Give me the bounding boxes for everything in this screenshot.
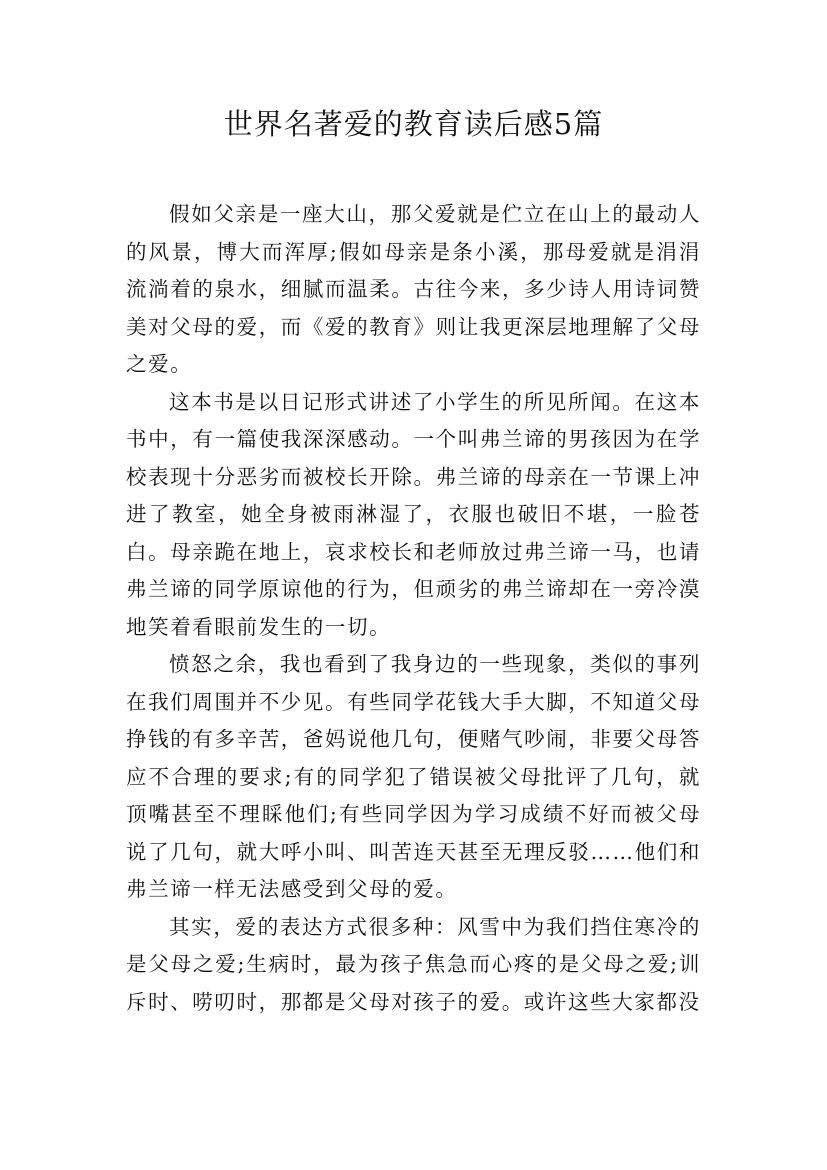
paragraph-1: 假如父亲是一座大山，那父爱就是伫立在山上的最动人的风景，博大而浑厚;假如母亲是条小溪，那母爱就是涓涓流淌着的泉水，细腻而温柔。古往今来，多少诗人用诗词赞美对父母的爱，而《爱的教育》则让我更深层地理解了父母之爱。 [126,202,701,376]
paragraph-2: 这本书是以日记形式讲述了小学生的所见所闻。在这本书中，有一篇使我深深感动。一个叫弗兰谛的男孩因为在学校表现十分恶劣而被校长开除。弗兰谛的母亲在一节课上冲进了教室，她全身被雨淋湿了，衣服也破旧不堪，一脸苍白。母亲跪在地上，哀求校长和老师放过弗兰谛一马，也请弗兰谛的同学原谅他的行为，但顽劣的弗兰谛却在一旁冷漠地笑着看眼前发生的一切。 [126,389,701,639]
document-title: 世界名著爱的教育读后感5篇 [223,107,604,141]
document-body [126,196,701,1021]
paragraph-4: 其实，爱的表达方式很多种：风雪中为我们挡住寒冷的是父母之爱;生病时，最为孩子焦急而心疼的是父母之爱;训斥时、唠叨时，那都是父母对孩子的爱。或许这些大家都没 [126,914,701,1014]
paragraph-3: 愤怒之余，我也看到了我身边的一些现象，类似的事列在我们周围并不少见。有些同学花钱大手大脚，不知道父母挣钱的有多辛苦，爸妈说他几句，便赌气吵闹，非要父母答应不合理的要求;有的同学犯了错误被父母批评了几句，就顶嘴甚至不理睬他们;有些同学因为学习成绩不好而被父母说了几句，就大呼小叫、叫苦连天甚至无理反驳……他们和弗兰谛一样无法感受到父母的爱。 [126,652,701,901]
